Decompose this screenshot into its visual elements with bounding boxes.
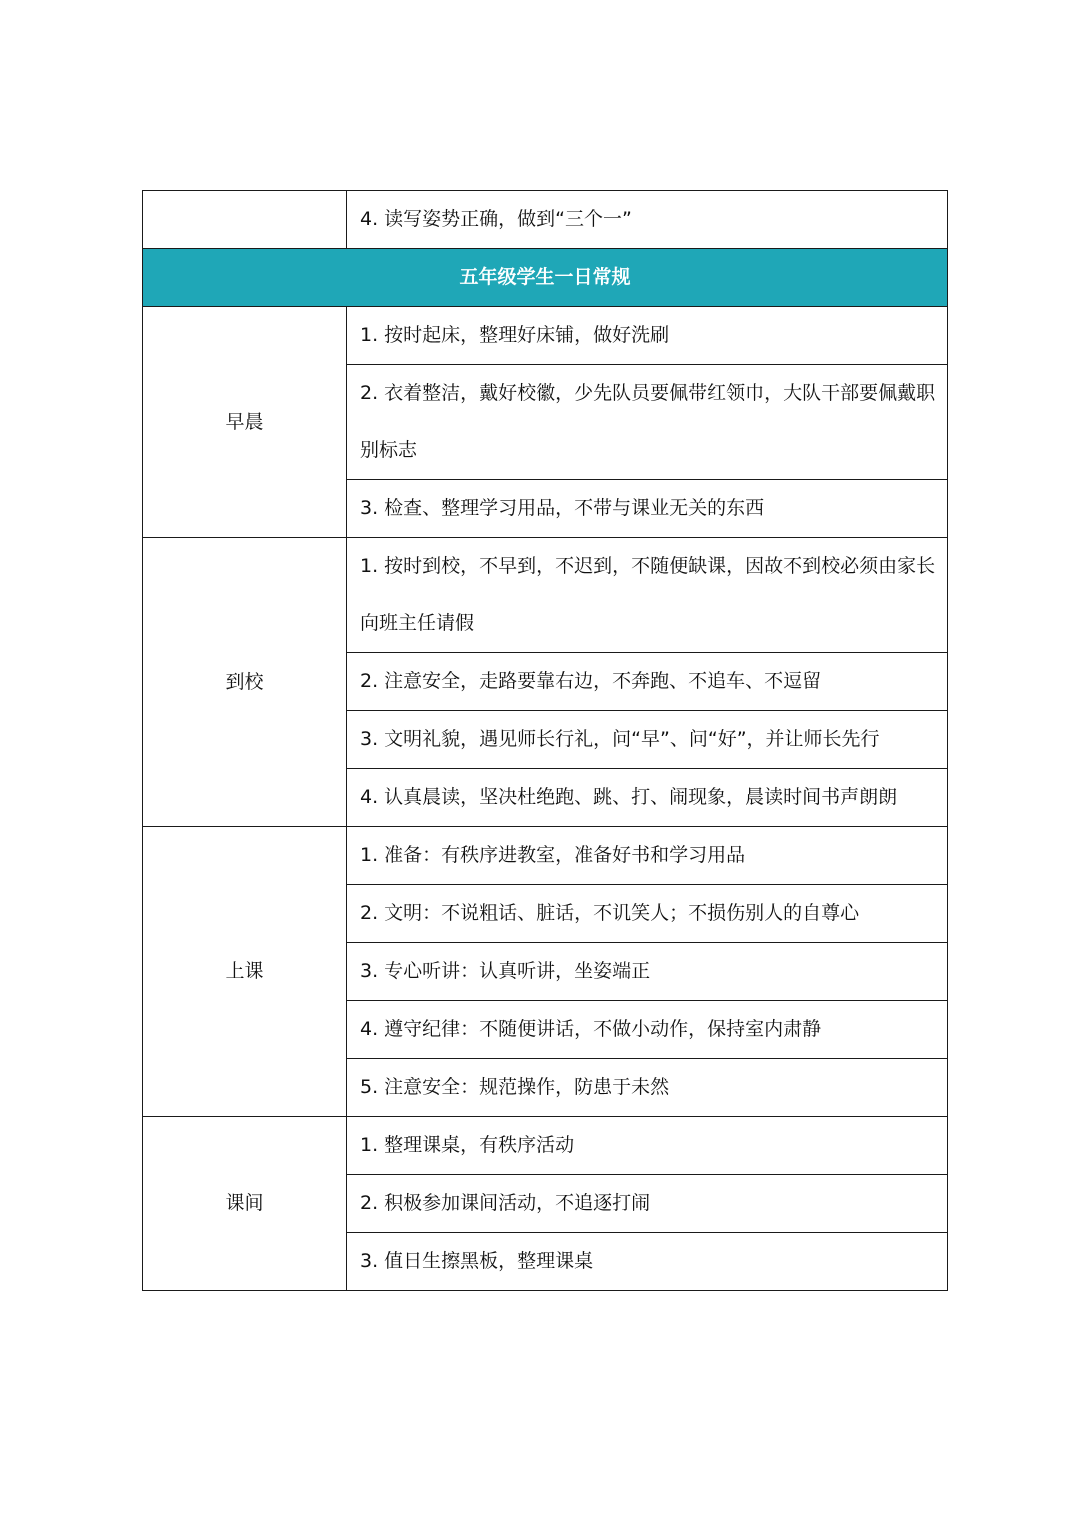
- rule-item: 3. 检查、整理学习用品，不带与课业无关的东西: [347, 480, 948, 538]
- rule-item: 4. 遵守纪律：不随便讲话，不做小动作，保持室内肃静: [347, 1001, 948, 1059]
- category-cell-class: 上课: [143, 827, 347, 1117]
- rule-item: 5. 注意安全：规范操作，防患于未然: [347, 1059, 948, 1117]
- rule-item: 1. 按时起床，整理好床铺，做好洗刷: [347, 307, 948, 365]
- table-row: [143, 1117, 948, 1175]
- rule-item: 1. 准备：有秩序进教室，准备好书和学习用品: [347, 827, 948, 885]
- rule-item: 3. 值日生擦黑板，整理课桌: [347, 1233, 948, 1291]
- table-row: [143, 827, 948, 885]
- category-cell-break: 课间: [143, 1117, 347, 1291]
- rule-item: 2. 文明：不说粗话、脏话，不讥笑人；不损伤别人的自尊心: [347, 885, 948, 943]
- table-row: [143, 307, 948, 365]
- category-cell-arrival: 到校: [143, 538, 347, 827]
- continued-item-cell: 4. 读写姿势正确，做到“三个一”: [347, 191, 948, 249]
- title-row: [143, 249, 948, 307]
- continued-row: [143, 191, 948, 249]
- rule-item: 4. 认真晨读，坚决杜绝跑、跳、打、闹现象，晨读时间书声朗朗: [347, 769, 948, 827]
- rule-item: 1. 整理课桌，有秩序活动: [347, 1117, 948, 1175]
- rule-item: 3. 专心听讲：认真听讲，坐姿端正: [347, 943, 948, 1001]
- rule-item: 2. 积极参加课间活动，不追逐打闹: [347, 1175, 948, 1233]
- table-title: 五年级学生一日常规: [143, 249, 948, 307]
- table-row: [143, 538, 948, 653]
- rule-item: 2. 衣着整洁，戴好校徽，少先队员要佩带红领巾，大队干部要佩戴职别标志: [347, 365, 948, 480]
- category-cell-morning: 早晨: [143, 307, 347, 538]
- rule-item: 1. 按时到校，不早到，不迟到，不随便缺课，因故不到校必须由家长向班主任请假: [347, 538, 948, 653]
- continued-category-cell: [143, 191, 347, 249]
- rule-item: 2. 注意安全，走路要靠右边，不奔跑、不追车、不逗留: [347, 653, 948, 711]
- rule-item: 3. 文明礼貌，遇见师长行礼，问“早”、问“好”，并让师长先行: [347, 711, 948, 769]
- daily-rules-table: [142, 190, 948, 1291]
